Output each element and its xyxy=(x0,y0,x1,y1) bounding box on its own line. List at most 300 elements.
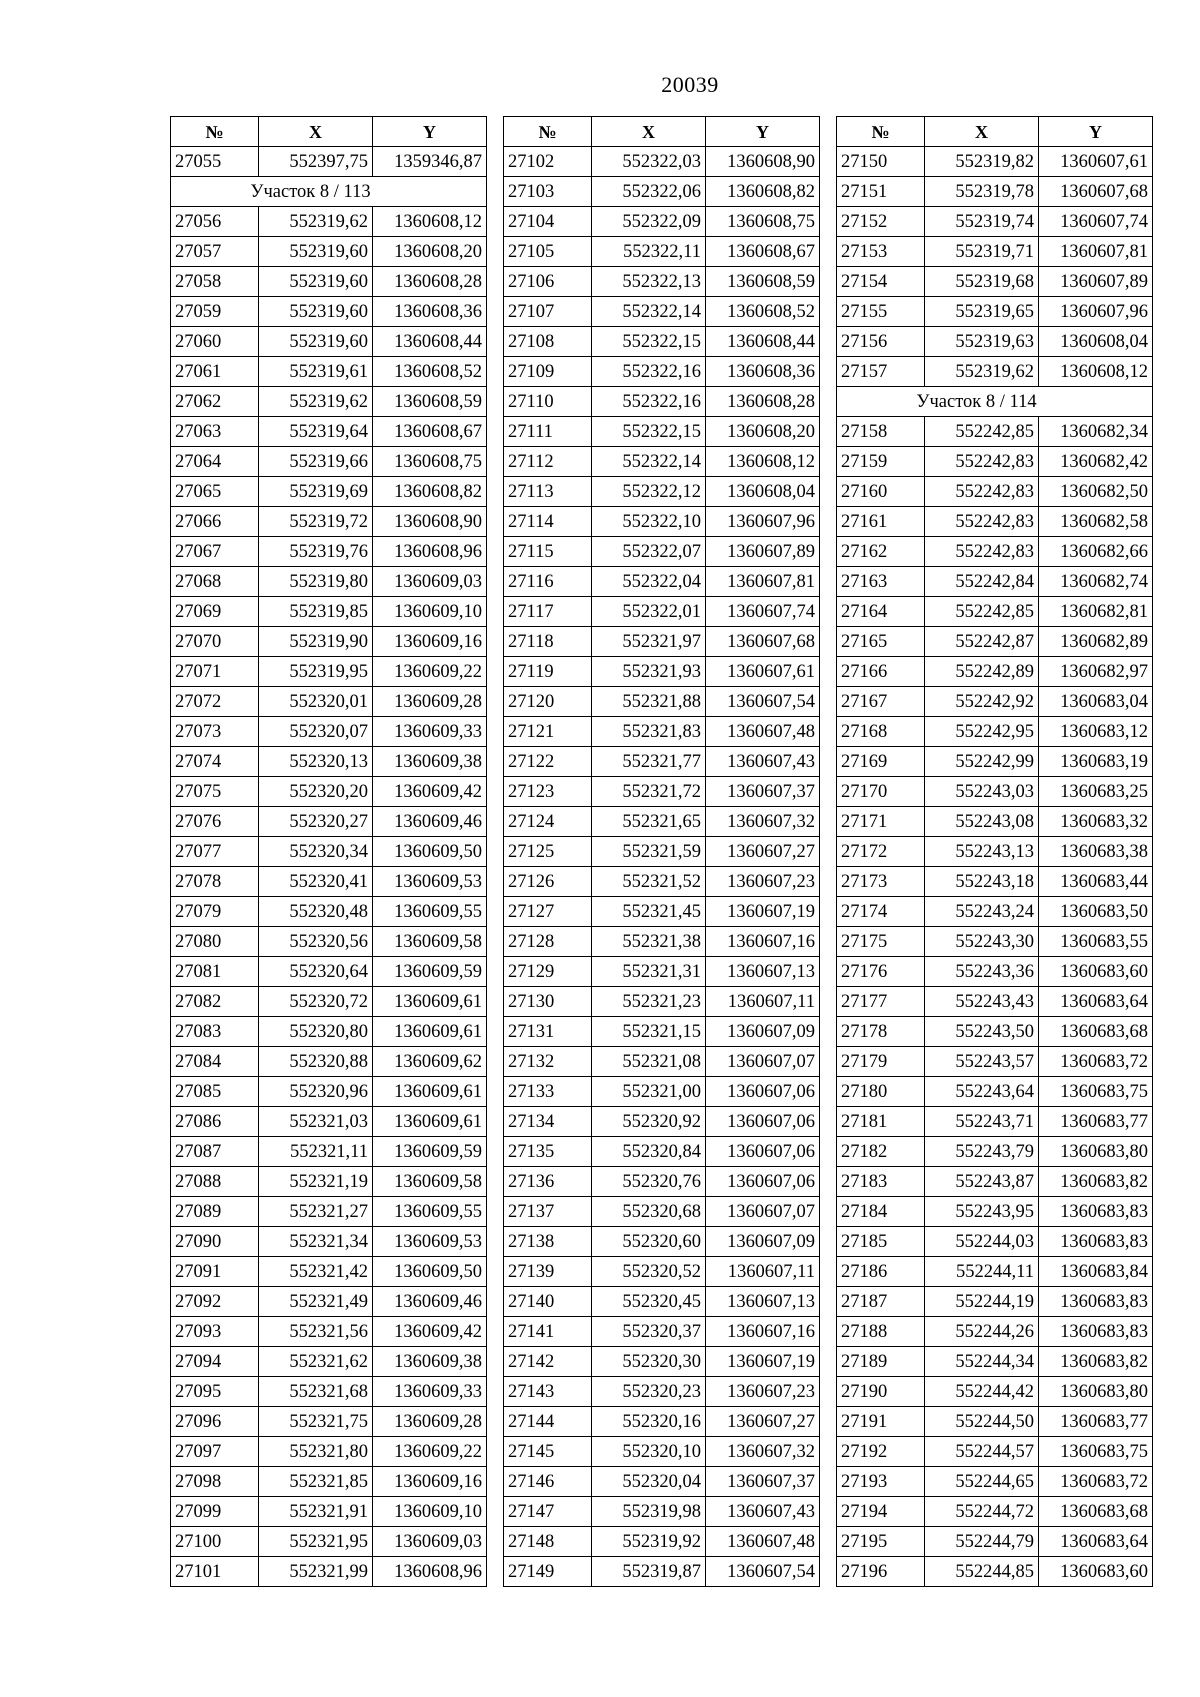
x-coordinate-cell: 552320,88 xyxy=(259,1047,373,1077)
x-coordinate-cell: 552319,98 xyxy=(592,1497,706,1527)
header-row xyxy=(171,117,487,147)
table-row xyxy=(171,1527,487,1557)
point-number-cell: 27059 xyxy=(171,297,259,327)
table-row xyxy=(504,537,820,567)
y-coordinate-cell: 1360607,06 xyxy=(706,1077,820,1107)
y-coordinate-cell: 1360682,42 xyxy=(1039,447,1153,477)
table-row xyxy=(171,837,487,867)
point-number-cell: 27158 xyxy=(837,417,925,447)
x-coordinate-cell: 552320,34 xyxy=(259,837,373,867)
point-number-cell: 27068 xyxy=(171,567,259,597)
x-coordinate-cell: 552242,99 xyxy=(925,747,1039,777)
y-coordinate-cell: 1360607,68 xyxy=(706,627,820,657)
point-number-cell: 27152 xyxy=(837,207,925,237)
y-coordinate-cell: 1360607,23 xyxy=(706,1377,820,1407)
x-coordinate-cell: 552319,68 xyxy=(925,267,1039,297)
point-number-cell: 27183 xyxy=(837,1167,925,1197)
x-coordinate-cell: 552320,07 xyxy=(259,717,373,747)
table-row xyxy=(504,1557,820,1587)
y-coordinate-cell: 1360609,58 xyxy=(373,927,487,957)
table-row xyxy=(171,147,487,177)
x-coordinate-cell: 552320,01 xyxy=(259,687,373,717)
y-coordinate-cell: 1360608,59 xyxy=(706,267,820,297)
y-coordinate-cell: 1360607,23 xyxy=(706,867,820,897)
x-coordinate-cell: 552320,72 xyxy=(259,987,373,1017)
point-number-cell: 27114 xyxy=(504,507,592,537)
table-row xyxy=(504,417,820,447)
y-coordinate-cell: 1360609,10 xyxy=(373,1497,487,1527)
y-coordinate-cell: 1360609,33 xyxy=(373,717,487,747)
y-coordinate-cell: 1360607,06 xyxy=(706,1107,820,1137)
point-number-cell: 27156 xyxy=(837,327,925,357)
point-number-cell: 27187 xyxy=(837,1287,925,1317)
y-coordinate-cell: 1360607,19 xyxy=(706,897,820,927)
x-coordinate-cell: 552243,57 xyxy=(925,1047,1039,1077)
page-number: 20039 xyxy=(661,72,719,97)
y-coordinate-cell: 1360609,28 xyxy=(373,1407,487,1437)
point-number-cell: 27126 xyxy=(504,867,592,897)
table-row xyxy=(504,177,820,207)
table-row xyxy=(171,357,487,387)
point-number-cell: 27056 xyxy=(171,207,259,237)
table-row xyxy=(504,1167,820,1197)
x-coordinate-cell: 552320,76 xyxy=(592,1167,706,1197)
table-row xyxy=(171,1047,487,1077)
y-coordinate-cell: 1360607,32 xyxy=(706,807,820,837)
point-number-cell: 27193 xyxy=(837,1467,925,1497)
table-row xyxy=(837,1047,1153,1077)
column-header-y: Y xyxy=(373,117,487,147)
x-coordinate-cell: 552319,74 xyxy=(925,207,1039,237)
section-title: Участок 8 / 113 xyxy=(171,177,487,207)
table-row xyxy=(504,1287,820,1317)
table-row xyxy=(504,987,820,1017)
point-number-cell: 27088 xyxy=(171,1167,259,1197)
column-header-x: X xyxy=(592,117,706,147)
point-number-cell: 27189 xyxy=(837,1347,925,1377)
point-number-cell: 27139 xyxy=(504,1257,592,1287)
point-number-cell: 27159 xyxy=(837,447,925,477)
x-coordinate-cell: 552322,16 xyxy=(592,387,706,417)
table-row xyxy=(837,867,1153,897)
table-row xyxy=(837,537,1153,567)
table-row xyxy=(504,687,820,717)
y-coordinate-cell: 1360609,46 xyxy=(373,807,487,837)
point-number-cell: 27133 xyxy=(504,1077,592,1107)
x-coordinate-cell: 552322,09 xyxy=(592,207,706,237)
point-number-cell: 27080 xyxy=(171,927,259,957)
column-header-x: X xyxy=(259,117,373,147)
x-coordinate-cell: 552244,34 xyxy=(925,1347,1039,1377)
y-coordinate-cell: 1360683,77 xyxy=(1039,1407,1153,1437)
table-body xyxy=(171,147,487,1587)
x-coordinate-cell: 552320,41 xyxy=(259,867,373,897)
point-number-cell: 27127 xyxy=(504,897,592,927)
y-coordinate-cell: 1360608,44 xyxy=(706,327,820,357)
table-row xyxy=(171,1317,487,1347)
header-row xyxy=(504,117,820,147)
x-coordinate-cell: 552319,72 xyxy=(259,507,373,537)
x-coordinate-cell: 552244,79 xyxy=(925,1527,1039,1557)
y-coordinate-cell: 1360607,96 xyxy=(1039,297,1153,327)
x-coordinate-cell: 552243,36 xyxy=(925,957,1039,987)
y-coordinate-cell: 1360609,16 xyxy=(373,627,487,657)
point-number-cell: 27134 xyxy=(504,1107,592,1137)
y-coordinate-cell: 1360609,59 xyxy=(373,957,487,987)
point-number-cell: 27107 xyxy=(504,297,592,327)
y-coordinate-cell: 1360683,12 xyxy=(1039,717,1153,747)
point-number-cell: 27181 xyxy=(837,1107,925,1137)
x-coordinate-cell: 552319,65 xyxy=(925,297,1039,327)
point-number-cell: 27076 xyxy=(171,807,259,837)
y-coordinate-cell: 1360609,22 xyxy=(373,657,487,687)
point-number-cell: 27172 xyxy=(837,837,925,867)
table-body xyxy=(837,147,1153,1587)
y-coordinate-cell: 1360683,68 xyxy=(1039,1017,1153,1047)
point-number-cell: 27141 xyxy=(504,1317,592,1347)
point-number-cell: 27079 xyxy=(171,897,259,927)
y-coordinate-cell: 1360609,33 xyxy=(373,1377,487,1407)
table-row xyxy=(837,327,1153,357)
table-row xyxy=(504,507,820,537)
point-number-cell: 27106 xyxy=(504,267,592,297)
y-coordinate-cell: 1360609,38 xyxy=(373,1347,487,1377)
table-row xyxy=(171,627,487,657)
point-number-cell: 27085 xyxy=(171,1077,259,1107)
table-row xyxy=(504,1497,820,1527)
point-number-cell: 27119 xyxy=(504,657,592,687)
column-header-y: Y xyxy=(1039,117,1153,147)
y-coordinate-cell: 1360683,32 xyxy=(1039,807,1153,837)
table-row xyxy=(171,1257,487,1287)
point-number-cell: 27086 xyxy=(171,1107,259,1137)
table-row xyxy=(171,1557,487,1587)
y-coordinate-cell: 1360609,28 xyxy=(373,687,487,717)
x-coordinate-cell: 552322,14 xyxy=(592,447,706,477)
table-row xyxy=(171,1137,487,1167)
table-row xyxy=(504,237,820,267)
y-coordinate-cell: 1360607,68 xyxy=(1039,177,1153,207)
table-row xyxy=(504,597,820,627)
x-coordinate-cell: 552321,62 xyxy=(259,1347,373,1377)
table-row xyxy=(504,1107,820,1137)
point-number-cell: 27151 xyxy=(837,177,925,207)
x-coordinate-cell: 552320,68 xyxy=(592,1197,706,1227)
x-coordinate-cell: 552242,87 xyxy=(925,627,1039,657)
column-header-x: X xyxy=(925,117,1039,147)
y-coordinate-cell: 1360607,32 xyxy=(706,1437,820,1467)
y-coordinate-cell: 1360607,81 xyxy=(1039,237,1153,267)
point-number-cell: 27098 xyxy=(171,1467,259,1497)
point-number-cell: 27077 xyxy=(171,837,259,867)
y-coordinate-cell: 1360683,55 xyxy=(1039,927,1153,957)
point-number-cell: 27074 xyxy=(171,747,259,777)
x-coordinate-cell: 552320,48 xyxy=(259,897,373,927)
x-coordinate-cell: 552320,56 xyxy=(259,927,373,957)
x-coordinate-cell: 552321,56 xyxy=(259,1317,373,1347)
table-row xyxy=(171,447,487,477)
x-coordinate-cell: 552319,61 xyxy=(259,357,373,387)
y-coordinate-cell: 1360609,50 xyxy=(373,1257,487,1287)
table-row xyxy=(504,207,820,237)
table-row xyxy=(504,1347,820,1377)
table-row xyxy=(504,1047,820,1077)
y-coordinate-cell: 1360608,04 xyxy=(1039,327,1153,357)
y-coordinate-cell: 1360608,96 xyxy=(373,537,487,567)
point-number-cell: 27118 xyxy=(504,627,592,657)
point-number-cell: 27184 xyxy=(837,1197,925,1227)
point-number-cell: 27087 xyxy=(171,1137,259,1167)
point-number-cell: 27136 xyxy=(504,1167,592,1197)
point-number-cell: 27083 xyxy=(171,1017,259,1047)
y-coordinate-cell: 1360607,09 xyxy=(706,1017,820,1047)
table-row xyxy=(171,687,487,717)
point-number-cell: 27100 xyxy=(171,1527,259,1557)
y-coordinate-cell: 1360609,22 xyxy=(373,1437,487,1467)
y-coordinate-cell: 1360609,61 xyxy=(373,1017,487,1047)
y-coordinate-cell: 1360609,55 xyxy=(373,1197,487,1227)
point-number-cell: 27097 xyxy=(171,1437,259,1467)
point-number-cell: 27108 xyxy=(504,327,592,357)
point-number-cell: 27194 xyxy=(837,1497,925,1527)
point-number-cell: 27065 xyxy=(171,477,259,507)
x-coordinate-cell: 552243,87 xyxy=(925,1167,1039,1197)
y-coordinate-cell: 1360683,83 xyxy=(1039,1287,1153,1317)
point-number-cell: 27129 xyxy=(504,957,592,987)
table-row xyxy=(504,807,820,837)
coordinates-table-2 xyxy=(503,116,820,1587)
x-coordinate-cell: 552319,62 xyxy=(925,357,1039,387)
x-coordinate-cell: 552321,31 xyxy=(592,957,706,987)
table-row xyxy=(171,567,487,597)
point-number-cell: 27116 xyxy=(504,567,592,597)
table-row xyxy=(837,1557,1153,1587)
x-coordinate-cell: 552319,85 xyxy=(259,597,373,627)
point-number-cell: 27188 xyxy=(837,1317,925,1347)
x-coordinate-cell: 552320,23 xyxy=(592,1377,706,1407)
x-coordinate-cell: 552321,93 xyxy=(592,657,706,687)
table-row xyxy=(504,1197,820,1227)
x-coordinate-cell: 552242,83 xyxy=(925,507,1039,537)
x-coordinate-cell: 552320,64 xyxy=(259,957,373,987)
y-coordinate-cell: 1360608,36 xyxy=(373,297,487,327)
table-row xyxy=(837,297,1153,327)
y-coordinate-cell: 1360609,10 xyxy=(373,597,487,627)
table-row xyxy=(171,537,487,567)
table-row xyxy=(837,1227,1153,1257)
y-coordinate-cell: 1360683,72 xyxy=(1039,1047,1153,1077)
table-row xyxy=(171,207,487,237)
point-number-cell: 27122 xyxy=(504,747,592,777)
y-coordinate-cell: 1360683,04 xyxy=(1039,687,1153,717)
point-number-cell: 27121 xyxy=(504,717,592,747)
y-coordinate-cell: 1360608,90 xyxy=(373,507,487,537)
table-row xyxy=(171,477,487,507)
y-coordinate-cell: 1360607,74 xyxy=(706,597,820,627)
x-coordinate-cell: 552322,10 xyxy=(592,507,706,537)
table-row xyxy=(171,297,487,327)
x-coordinate-cell: 552321,80 xyxy=(259,1437,373,1467)
y-coordinate-cell: 1360607,43 xyxy=(706,1497,820,1527)
y-coordinate-cell: 1360608,12 xyxy=(1039,357,1153,387)
y-coordinate-cell: 1360607,27 xyxy=(706,1407,820,1437)
y-coordinate-cell: 1360608,90 xyxy=(706,147,820,177)
point-number-cell: 27092 xyxy=(171,1287,259,1317)
y-coordinate-cell: 1360683,64 xyxy=(1039,1527,1153,1557)
point-number-cell: 27112 xyxy=(504,447,592,477)
x-coordinate-cell: 552319,87 xyxy=(592,1557,706,1587)
y-coordinate-cell: 1360607,54 xyxy=(706,687,820,717)
y-coordinate-cell: 1360609,55 xyxy=(373,897,487,927)
y-coordinate-cell: 1360608,20 xyxy=(373,237,487,267)
table-row xyxy=(171,957,487,987)
point-number-cell: 27089 xyxy=(171,1197,259,1227)
x-coordinate-cell: 552319,64 xyxy=(259,417,373,447)
table-row xyxy=(837,267,1153,297)
point-number-cell: 27084 xyxy=(171,1047,259,1077)
y-coordinate-cell: 1360682,89 xyxy=(1039,627,1153,657)
x-coordinate-cell: 552321,99 xyxy=(259,1557,373,1587)
table-row xyxy=(171,867,487,897)
table-row xyxy=(171,1107,487,1137)
x-coordinate-cell: 552243,50 xyxy=(925,1017,1039,1047)
point-number-cell: 27093 xyxy=(171,1317,259,1347)
y-coordinate-cell: 1360607,37 xyxy=(706,1467,820,1497)
table-row xyxy=(837,1137,1153,1167)
y-coordinate-cell: 1360609,59 xyxy=(373,1137,487,1167)
x-coordinate-cell: 552321,77 xyxy=(592,747,706,777)
y-coordinate-cell: 1360607,48 xyxy=(706,1527,820,1557)
y-coordinate-cell: 1360609,61 xyxy=(373,987,487,1017)
table-row xyxy=(837,507,1153,537)
point-number-cell: 27142 xyxy=(504,1347,592,1377)
y-coordinate-cell: 1360607,54 xyxy=(706,1557,820,1587)
point-number-cell: 27166 xyxy=(837,657,925,687)
table-row xyxy=(171,1167,487,1197)
x-coordinate-cell: 552322,04 xyxy=(592,567,706,597)
table-row xyxy=(504,147,820,177)
table-row xyxy=(504,717,820,747)
y-coordinate-cell: 1360608,20 xyxy=(706,417,820,447)
x-coordinate-cell: 552320,60 xyxy=(592,1227,706,1257)
x-coordinate-cell: 552321,19 xyxy=(259,1167,373,1197)
x-coordinate-cell: 552244,72 xyxy=(925,1497,1039,1527)
table-row xyxy=(171,1377,487,1407)
point-number-cell: 27105 xyxy=(504,237,592,267)
y-coordinate-cell: 1360607,19 xyxy=(706,1347,820,1377)
table-row xyxy=(837,1017,1153,1047)
x-coordinate-cell: 552243,43 xyxy=(925,987,1039,1017)
y-coordinate-cell: 1360608,67 xyxy=(373,417,487,447)
x-coordinate-cell: 552321,11 xyxy=(259,1137,373,1167)
point-number-cell: 27179 xyxy=(837,1047,925,1077)
table-row xyxy=(171,777,487,807)
table-row xyxy=(837,987,1153,1017)
table-row xyxy=(837,1167,1153,1197)
point-number-cell: 27101 xyxy=(171,1557,259,1587)
point-number-cell: 27165 xyxy=(837,627,925,657)
table-row xyxy=(837,147,1153,177)
x-coordinate-cell: 552321,97 xyxy=(592,627,706,657)
point-number-cell: 27137 xyxy=(504,1197,592,1227)
y-coordinate-cell: 1360608,28 xyxy=(373,267,487,297)
point-number-cell: 27168 xyxy=(837,717,925,747)
y-coordinate-cell: 1360608,82 xyxy=(706,177,820,207)
point-number-cell: 27082 xyxy=(171,987,259,1017)
point-number-cell: 27173 xyxy=(837,867,925,897)
y-coordinate-cell: 1360682,97 xyxy=(1039,657,1153,687)
table-row xyxy=(837,1197,1153,1227)
x-coordinate-cell: 552321,23 xyxy=(592,987,706,1017)
y-coordinate-cell: 1360683,83 xyxy=(1039,1197,1153,1227)
point-number-cell: 27148 xyxy=(504,1527,592,1557)
y-coordinate-cell: 1360683,80 xyxy=(1039,1137,1153,1167)
y-coordinate-cell: 1360608,04 xyxy=(706,477,820,507)
x-coordinate-cell: 552320,30 xyxy=(592,1347,706,1377)
table-row xyxy=(837,1437,1153,1467)
point-number-cell: 27170 xyxy=(837,777,925,807)
table-row xyxy=(837,807,1153,837)
x-coordinate-cell: 552319,60 xyxy=(259,267,373,297)
point-number-cell: 27078 xyxy=(171,867,259,897)
y-coordinate-cell: 1360682,74 xyxy=(1039,567,1153,597)
x-coordinate-cell: 552320,96 xyxy=(259,1077,373,1107)
table-row xyxy=(171,1437,487,1467)
x-coordinate-cell: 552244,26 xyxy=(925,1317,1039,1347)
x-coordinate-cell: 552319,71 xyxy=(925,237,1039,267)
x-coordinate-cell: 552242,85 xyxy=(925,417,1039,447)
table-row xyxy=(837,1467,1153,1497)
x-coordinate-cell: 552243,18 xyxy=(925,867,1039,897)
x-coordinate-cell: 552322,14 xyxy=(592,297,706,327)
table-row xyxy=(837,897,1153,927)
x-coordinate-cell: 552319,69 xyxy=(259,477,373,507)
x-coordinate-cell: 552322,15 xyxy=(592,327,706,357)
y-coordinate-cell: 1360607,61 xyxy=(706,657,820,687)
table-row xyxy=(171,387,487,417)
y-coordinate-cell: 1360683,60 xyxy=(1039,957,1153,987)
x-coordinate-cell: 552320,84 xyxy=(592,1137,706,1167)
point-number-cell: 27125 xyxy=(504,837,592,867)
table-row xyxy=(504,567,820,597)
x-coordinate-cell: 552319,80 xyxy=(259,567,373,597)
table-row xyxy=(504,1527,820,1557)
x-coordinate-cell: 552242,83 xyxy=(925,477,1039,507)
x-coordinate-cell: 552244,57 xyxy=(925,1437,1039,1467)
x-coordinate-cell: 552244,42 xyxy=(925,1377,1039,1407)
point-number-cell: 27058 xyxy=(171,267,259,297)
table-row xyxy=(837,447,1153,477)
table-row xyxy=(837,1317,1153,1347)
point-number-cell: 27163 xyxy=(837,567,925,597)
x-coordinate-cell: 552243,95 xyxy=(925,1197,1039,1227)
table-row xyxy=(171,1227,487,1257)
table-row xyxy=(171,657,487,687)
y-coordinate-cell: 1360607,07 xyxy=(706,1047,820,1077)
x-coordinate-cell: 552242,85 xyxy=(925,597,1039,627)
y-coordinate-cell: 1360607,27 xyxy=(706,837,820,867)
point-number-cell: 27149 xyxy=(504,1557,592,1587)
point-number-cell: 27177 xyxy=(837,987,925,1017)
table-row xyxy=(504,927,820,957)
table-row xyxy=(171,927,487,957)
table-row xyxy=(504,387,820,417)
table-row xyxy=(504,837,820,867)
table-row xyxy=(171,1077,487,1107)
point-number-cell: 27095 xyxy=(171,1377,259,1407)
x-coordinate-cell: 552322,12 xyxy=(592,477,706,507)
x-coordinate-cell: 552319,66 xyxy=(259,447,373,477)
